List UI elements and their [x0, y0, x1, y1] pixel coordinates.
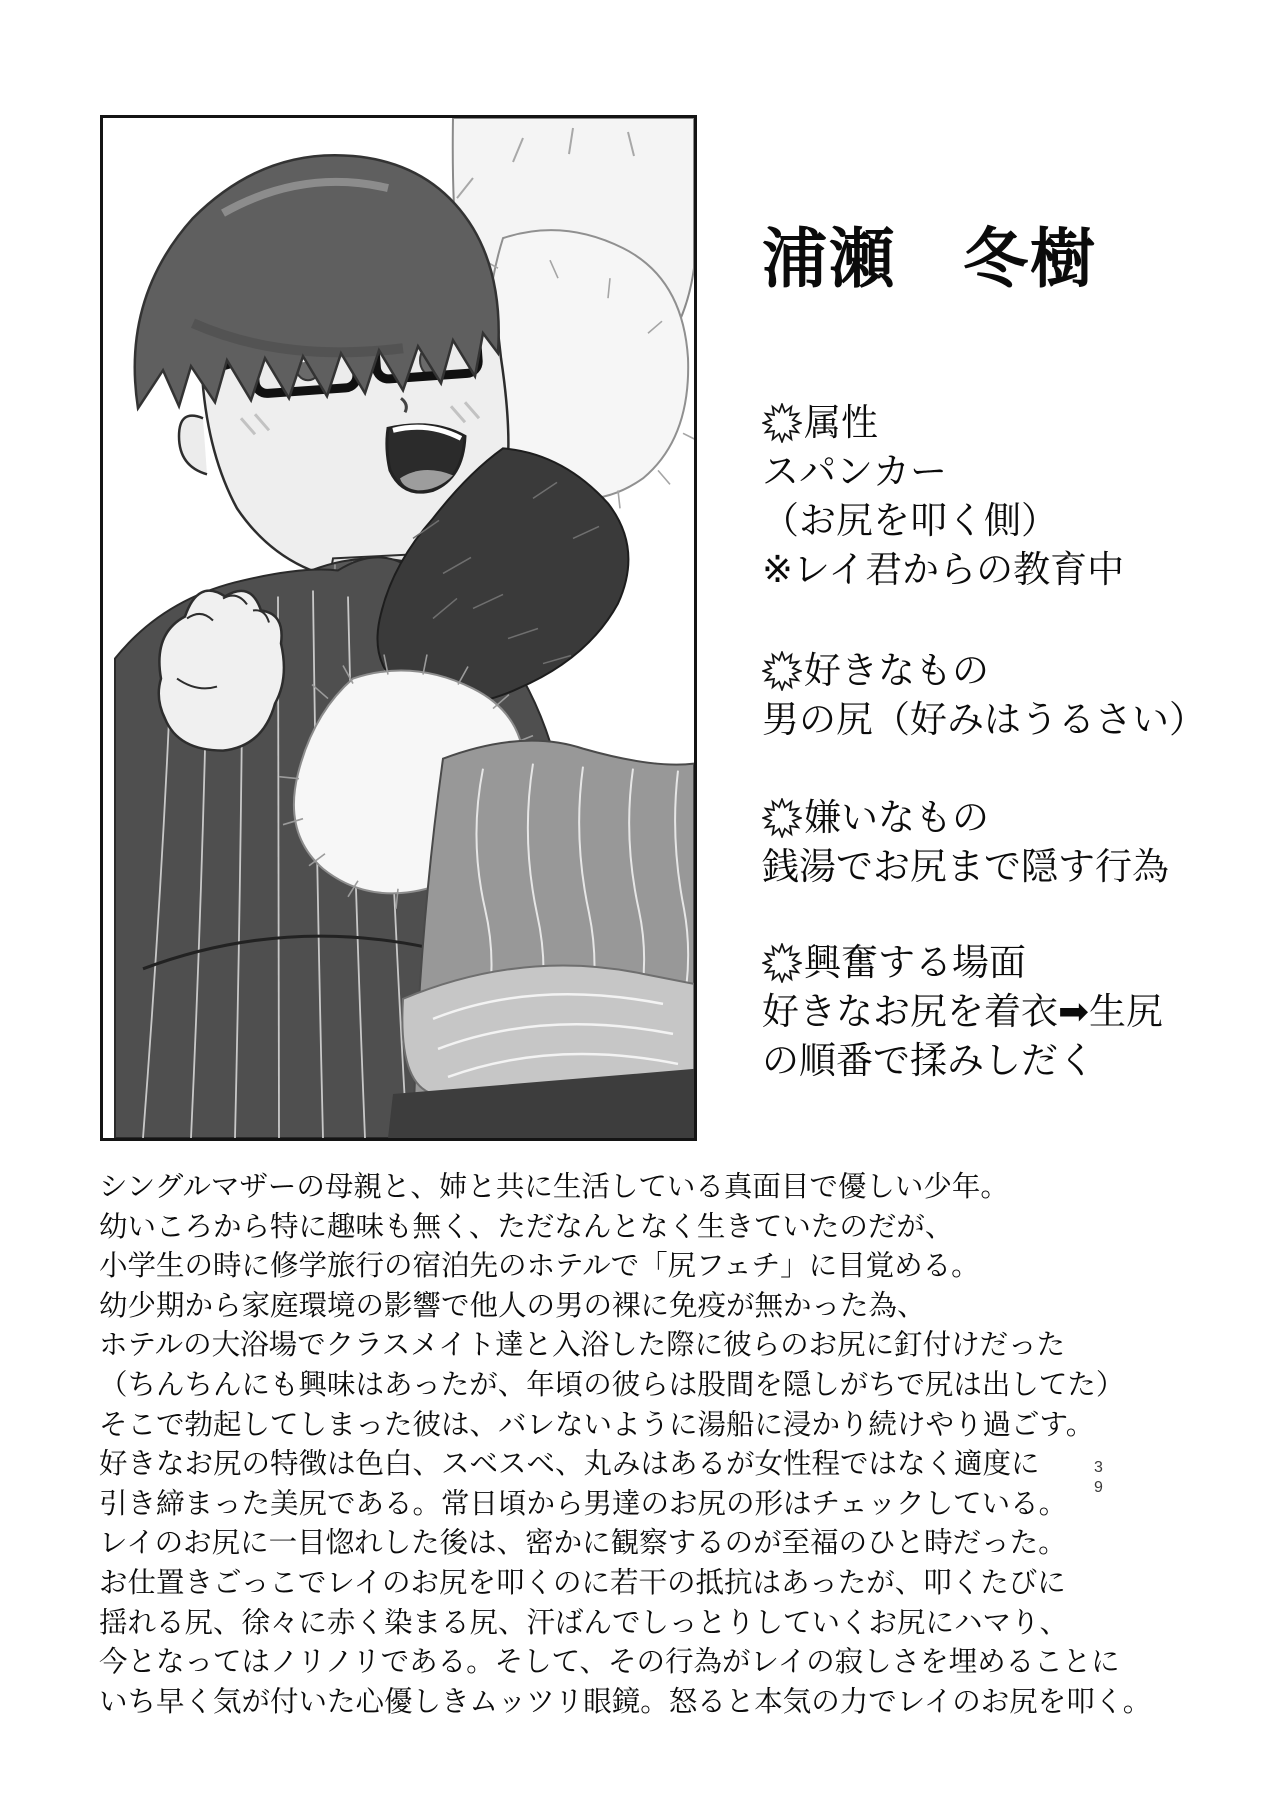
section-line: 好きなお尻を着衣➡生尻	[762, 991, 1164, 1032]
section-line: の順番で揉みしだく	[762, 1040, 1095, 1081]
bio-line: 幼いころから特に趣味も無く、ただなんとなく生きていたのだが、	[99, 1210, 954, 1243]
excitement-section	[762, 938, 1163, 1085]
bio-line: （ちんちんにも興味はあったが、年頃の彼らは股間を隠しがちで尻は出してた）	[99, 1368, 1125, 1401]
section-title: 好きなもの	[804, 650, 989, 691]
burst-icon	[762, 798, 802, 838]
section-title: 嫌いなもの	[804, 797, 989, 838]
bio-line: 引き締まった美尻である。常日頃から男達のお尻の形はチェックしている。	[99, 1487, 1068, 1520]
bio-line: レイのお尻に一目惚れした後は、密かに観察するのが至福のひと時だった。	[99, 1527, 1067, 1560]
page-number-digit: 9	[1094, 1479, 1103, 1496]
burst-icon	[762, 651, 802, 691]
portrait-illustration	[103, 118, 694, 1138]
section-title-row	[762, 793, 1169, 842]
main-character-hair	[135, 155, 499, 408]
bio-line: そこで勃起してしまった彼は、バレないように湯船に浸かり続けやり過ごす。	[99, 1408, 1095, 1441]
bio-paragraph	[99, 1168, 1151, 1722]
portrait-frame	[100, 115, 697, 1141]
bio-line: いち早く気が付いた心優しきムッツリ眼鏡。怒ると本気の力でレイのお尻を叩く。	[99, 1685, 1152, 1718]
bio-line: シングルマザーの母親と、姉と共に生活している真面目で優しい少年。	[99, 1171, 1009, 1203]
bio-line: 小学生の時に修学旅行の宿泊先のホテルで「尻フェチ」に目覚める。	[99, 1250, 980, 1283]
page-number-digit: 3	[1094, 1459, 1103, 1476]
section-title: 興奮する場面	[804, 942, 1026, 983]
burst-icon	[762, 403, 802, 443]
section-line: ※レイ君からの教育中	[762, 549, 1125, 590]
bio-line: ホテルの大浴場でクラスメイト達と入浴した際に彼らのお尻に釘付けだった	[99, 1329, 1066, 1362]
dislikes-section	[762, 793, 1169, 891]
bio-line: 揺れる尻、徐々に赤く染まる尻、汗ばんでしっとりしていくお尻にハマり、	[99, 1606, 1069, 1639]
page-number	[1094, 1458, 1103, 1498]
section-line: 男の尻（好みはうるさい）	[762, 699, 1206, 740]
section-title: 属性	[804, 402, 878, 443]
section-title-row	[762, 938, 1163, 987]
section-line: 銭湯でお尻まで隠す行為	[762, 846, 1169, 887]
bio-line: 今となってはノリノリである。そして、その行為がレイの寂しさを埋めることに	[99, 1646, 1120, 1679]
bio-line: 好きなお尻の特徴は色白、スベスベ、丸みはあるが女性程ではなく適度に	[99, 1448, 1040, 1481]
burst-icon	[762, 943, 802, 983]
bio-line: 幼少期から家庭環境の影響で他人の男の裸に免疫が無かった為、	[99, 1289, 926, 1322]
character-name: 浦瀬 冬樹	[762, 222, 1098, 295]
ear	[179, 416, 207, 475]
section-line: （お尻を叩く側）	[762, 500, 1058, 541]
section-title-row	[762, 646, 1206, 695]
likes-section	[762, 646, 1206, 744]
attribute-section	[762, 398, 1124, 594]
section-line: スパンカー	[762, 451, 947, 492]
bio-line: お仕置きごっこでレイのお尻を叩くのに若干の抵抗はあったが、叩くたびに	[99, 1566, 1066, 1599]
section-title-row	[762, 398, 1124, 447]
